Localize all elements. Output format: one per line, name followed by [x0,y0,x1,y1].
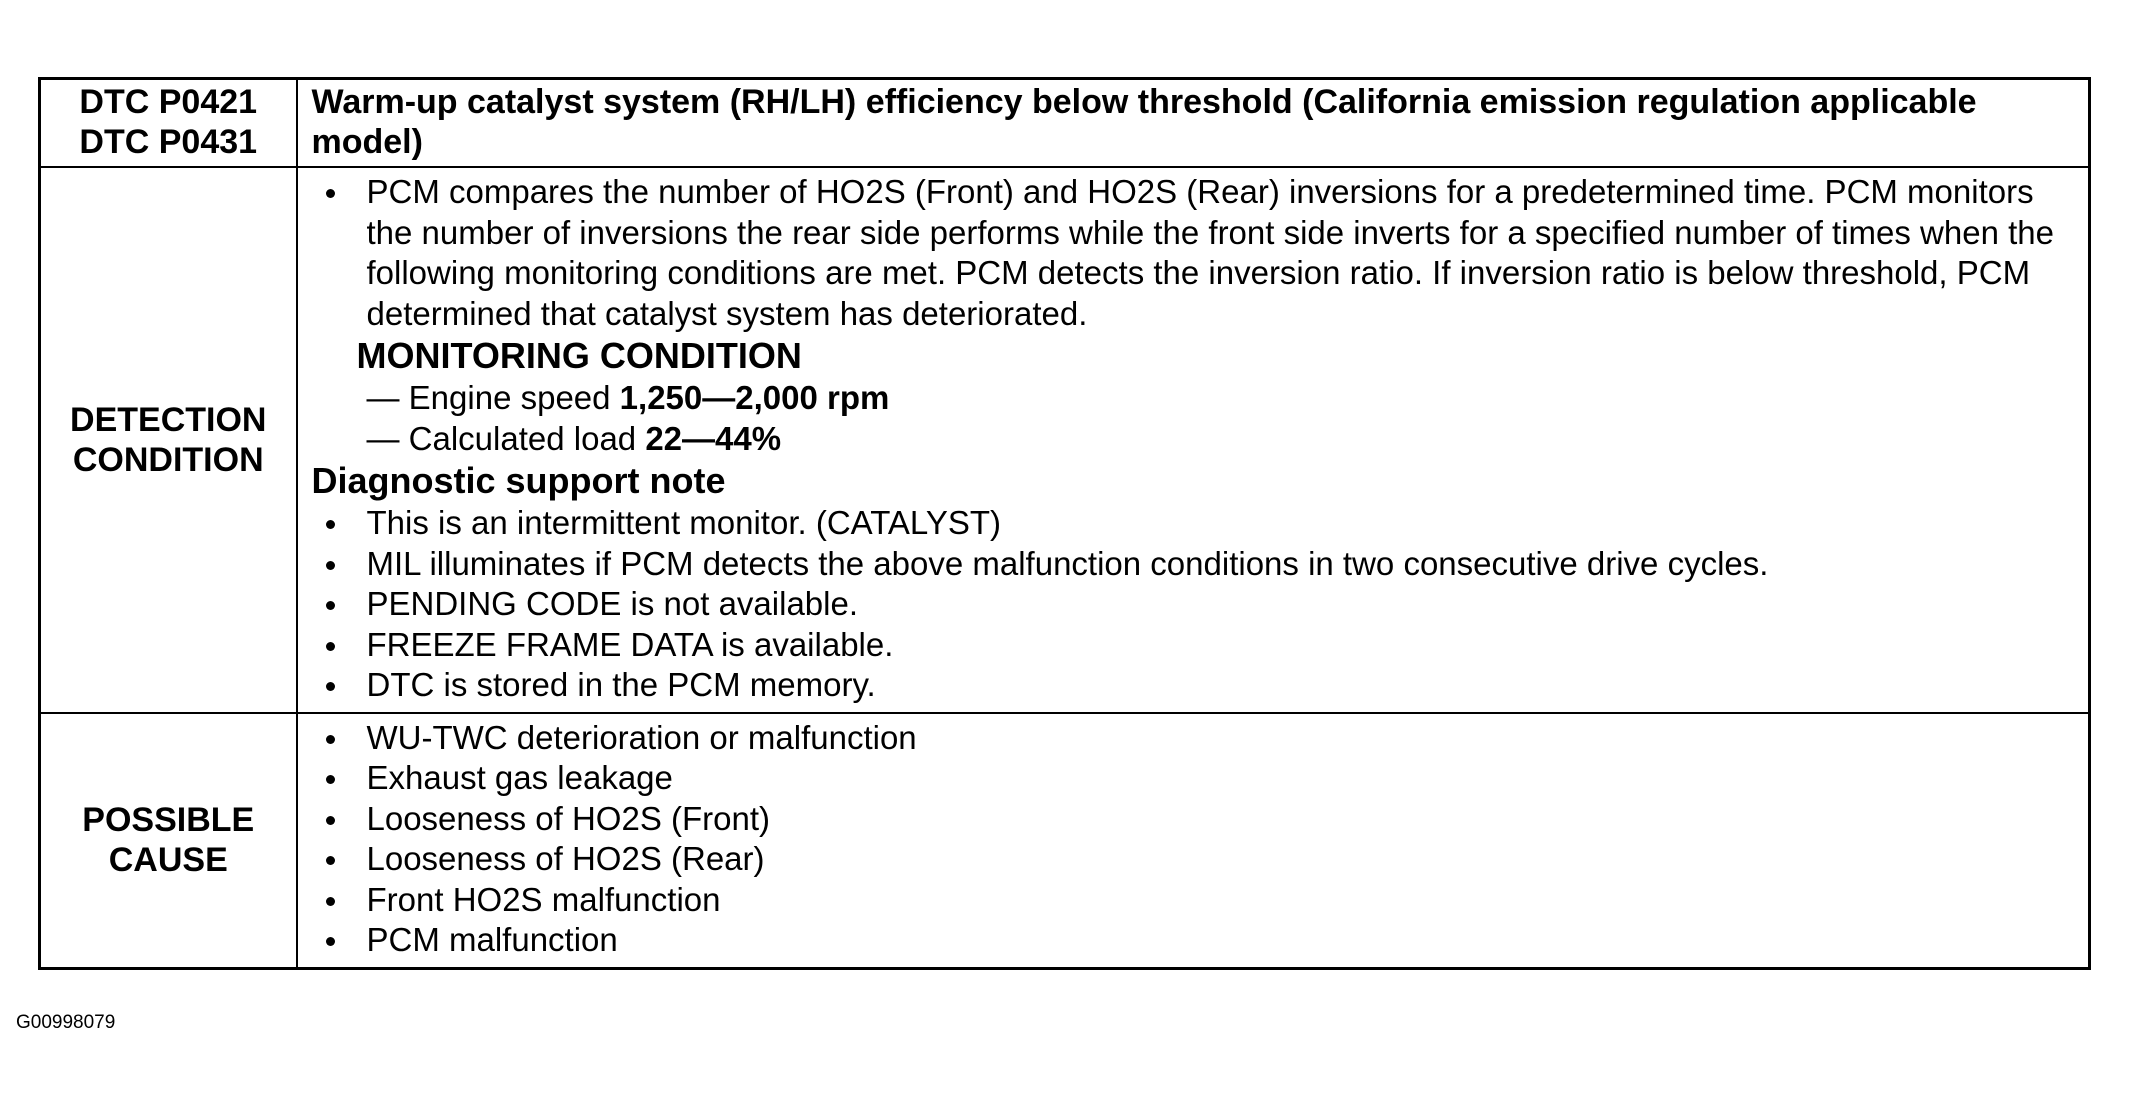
monitoring-heading: MONITORING CONDITION [356,335,802,376]
list-item: PENDING CODE is not available. [312,584,2079,625]
list-item: Front HO2S malfunction [312,880,2079,921]
detection-description: PCM compares the number of HO2S (Front) and HO2S (Rear) inversions for a predetermined time. PCM monitors the number of inversions the rear side performs while the front side inverts for a specified number of times when the following monitoring conditions are met. PCM detects the inversion ratio. If inversion ratio is below threshold, PCM determined that catalyst system has deteriorated. [312,172,2079,334]
list-item: PCM malfunction [312,920,2079,961]
possible-cause-row [40,713,2090,969]
possible-cause-list [312,718,2079,961]
diagnostic-notes [312,503,2079,706]
detection-row [40,167,2090,713]
dtc-code: DTC P0431 [79,123,258,161]
list-item: FREEZE FRAME DATA is available. [312,625,2079,666]
dtc-code: DTC P0421 [79,83,258,121]
dtc-title: Warm-up catalyst system (RH/LH) efficiency below threshold (California emission regulation applicable model) [297,79,2090,168]
header-row [40,79,2090,168]
list-item: WU-TWC deterioration or malfunction [312,718,2079,759]
detection-label: DETECTION CONDITION [40,167,297,713]
list-item: This is an intermittent monitor. (CATALYST) [312,503,2079,544]
list-item: Looseness of HO2S (Front) [312,799,2079,840]
dtc-code-cell [40,79,297,168]
detection-list [312,172,2079,334]
list-item: Exhaust gas leakage [312,758,2079,799]
list-item: Looseness of HO2S (Rear) [312,839,2079,880]
dtc-table [38,77,2091,970]
list-item: DTC is stored in the PCM memory. [312,665,2079,706]
list-item: MIL illuminates if PCM detects the above malfunction conditions in two consecutive drive cycles. [312,544,2079,585]
detection-content [297,167,2090,713]
diagnostic-heading: Diagnostic support note [311,460,726,501]
possible-cause-label: POSSIBLE CAUSE [40,713,297,969]
monitoring-condition: — Calculated load 22—44% [366,419,782,457]
monitoring-condition: — Engine speed 1,250—2,000 rpm [366,379,890,416]
figure-id: G00998079 [16,1012,116,1033]
possible-cause-content [297,713,2090,969]
